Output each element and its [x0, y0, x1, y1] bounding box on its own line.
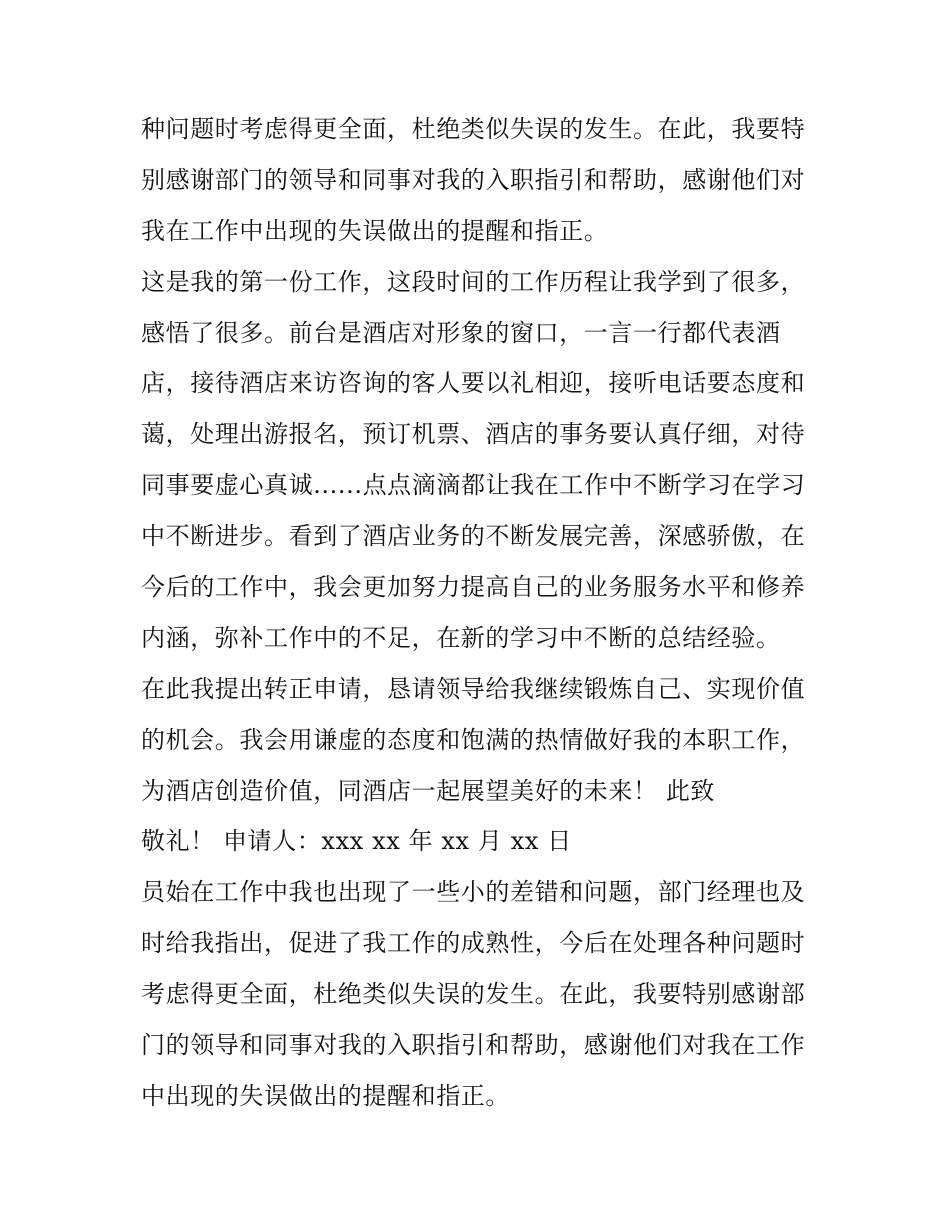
text-line: 为酒店创造价值，同酒店一起展望美好的未来！ 此致 — [141, 776, 716, 805]
text-line: 感悟了很多。前台是酒店对形象的窗口，一言一行都代表酒 — [141, 318, 781, 347]
text-line: 时给我指出，促进了我工作的成熟性，今后在处理各种问题时 — [141, 929, 806, 958]
text-line: 今后的工作中，我会更加努力提高自己的业务服务水平和修养 — [141, 573, 806, 602]
text-line: 我在工作中出现的失误做出的提醒和指正。 — [141, 216, 609, 245]
text-line: 的机会。我会用谦虚的态度和饱满的热情做好我的本职工作， — [141, 725, 806, 754]
text-line: 考虑得更全面，杜绝类似失误的发生。在此，我要特别感谢部 — [141, 980, 806, 1009]
text-line: 员始在工作中我也出现了一些小的差错和问题，部门经理也及 — [141, 878, 806, 907]
document-body — [141, 104, 821, 1122]
text-line: 别感谢部门的领导和同事对我的入职指引和帮助，感谢他们对 — [141, 165, 806, 194]
text-line: 中不断进步。看到了酒店业务的不断发展完善，深感骄傲，在 — [141, 522, 806, 551]
text-line: 这是我的第一份工作，这段时间的工作历程让我学到了很多， — [141, 267, 806, 296]
text-line: 种问题时考虑得更全面，杜绝类似失误的发生。在此，我要特 — [141, 115, 806, 143]
signature-line: 敬礼！ 申请人：xxx xx 年 xx 月 xx 日 — [141, 827, 572, 856]
text-line: 蔼，处理出游报名，预订机票、酒店的事务要认真仔细，对待 — [141, 420, 806, 449]
text-line: 在此我提出转正申请，恳请领导给我继续锻炼自己、实现价值 — [141, 674, 806, 703]
text-line: 内涵，弥补工作中的不足，在新的学习中不断的总结经验。 — [141, 623, 781, 652]
text-line: 中出现的失误做出的提醒和指正。 — [141, 1081, 510, 1110]
text-line: 同事要虚心真诚......点点滴滴都让我在工作中不断学习在学习 — [141, 471, 806, 500]
text-line: 门的领导和同事对我的入职指引和帮助，感谢他们对我在工作 — [141, 1031, 806, 1060]
text-line: 店，接待酒店来访咨询的客人要以礼相迎，接听电话要态度和 — [141, 369, 806, 398]
